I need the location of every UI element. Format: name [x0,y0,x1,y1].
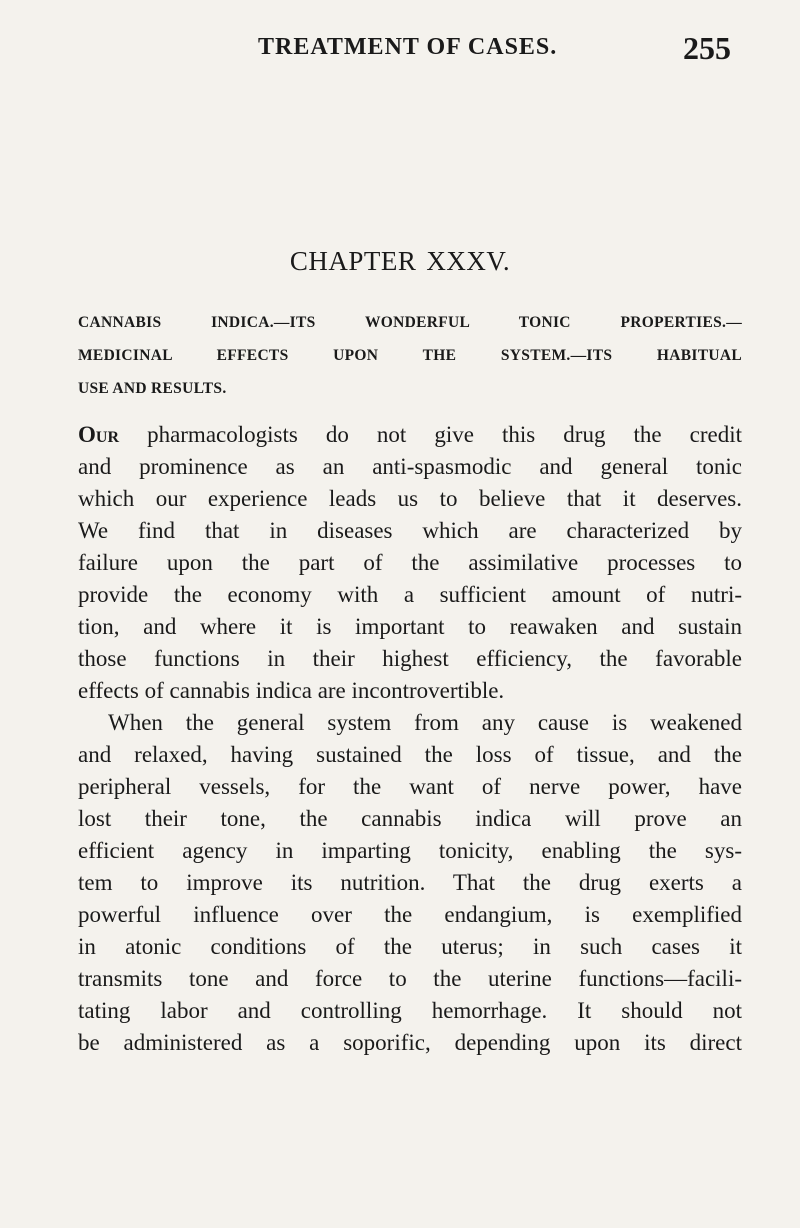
paragraph-first-line [78,420,742,450]
text-line: transmits tone and force to the uterine functions—facili- [78,966,742,991]
opening-word: Our [78,422,119,447]
text-line: When the general system from any cause is weakened [108,710,742,735]
text-line: powerful influence over the endangium, is exemplified [78,902,742,927]
text-line: peripheral vessels, for the want of nerve power, have [78,774,742,799]
running-head [0,30,800,70]
text-line: failure upon the part of the assimilative processes to [78,550,742,575]
text-line: and prominence as an anti-spasmodic and general tonic [78,454,742,479]
text-line: and relaxed, having sustained the loss of tissue, and the [78,742,742,767]
text-line: lost their tone, the cannabis indica will prove an [78,806,742,831]
running-title: TREATMENT OF CASES. [258,34,558,60]
text-line: effects of cannabis indica are incontrovertible. [78,678,505,703]
text-line: those functions in their highest efficiency, the favorable [78,646,742,671]
chapter-summary-line: CANNABIS INDICA.—ITS WONDERFUL TONIC PROPERTIES.— [78,314,742,331]
text-line: tem to improve its nutrition. That the drug exerts a [78,870,742,895]
text-line: pharmacologists do not give this drug the credit [147,422,742,447]
text-line: tion, and where it is important to reawaken and sustain [78,614,742,639]
text-line: be administered as a soporific, depending upon its direct [78,1030,742,1055]
text-line: tating labor and controlling hemorrhage. It should not [78,998,742,1023]
text-line: in atonic conditions of the uterus; in such cases it [78,934,742,959]
text-line: efficient agency in imparting tonicity, enabling the sys- [78,838,742,863]
text-line: which our experience leads us to believe that it deserves. [78,486,742,511]
chapter-summary-line: USE AND RESULTS. [78,380,227,397]
text-line: We find that in diseases which are characterized by [78,518,742,543]
chapter-number: XXXV. [426,246,511,276]
chapter-title [0,246,800,277]
page-number: 255 [683,30,731,66]
text-line: provide the economy with a sufficient amount of nutri- [78,582,742,607]
chapter-label: CHAPTER [289,246,417,276]
chapter-summary-line: MEDICINAL EFFECTS UPON THE SYSTEM.—ITS HABITUAL [78,347,742,364]
